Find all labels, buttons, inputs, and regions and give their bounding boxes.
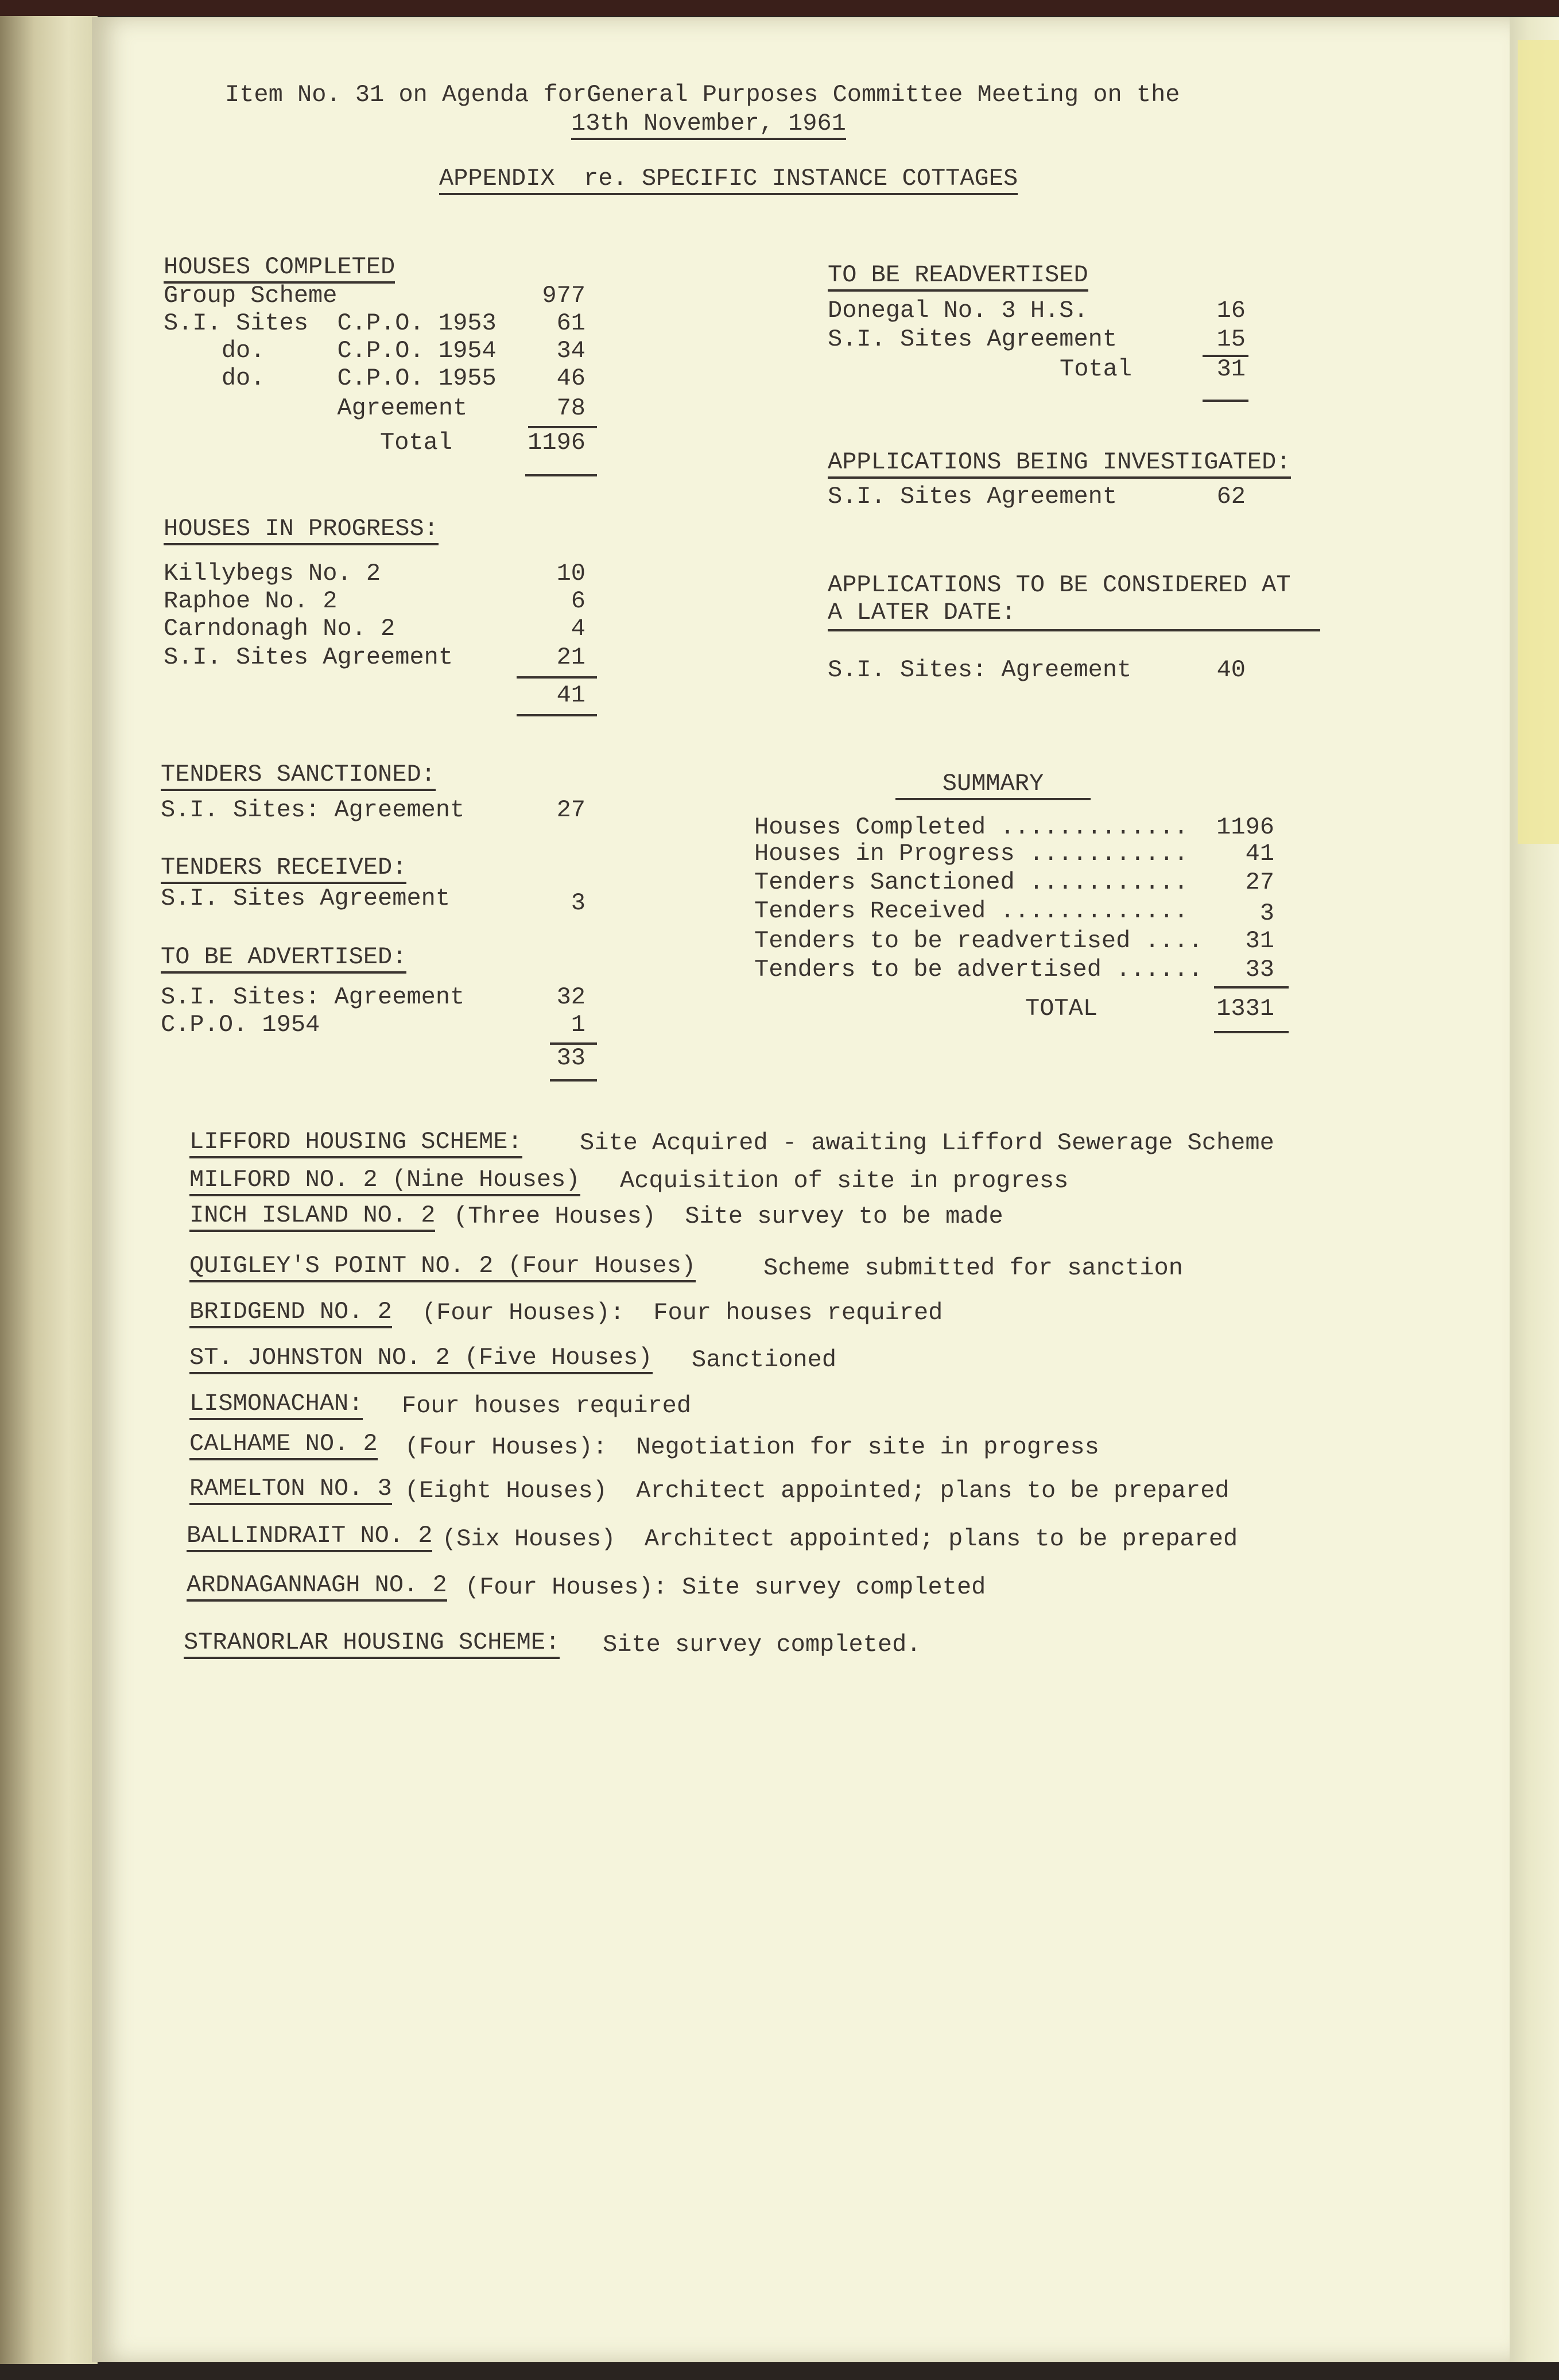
- summary-value: 41: [1245, 840, 1274, 867]
- book-binding: [0, 16, 98, 2364]
- in-progress-heading: HOUSES IN PROGRESS:: [164, 514, 439, 545]
- scheme-status: (Four Houses): Site survey completed: [465, 1573, 986, 1601]
- readvertised-label: Donegal No. 3 H.S.: [828, 297, 1088, 324]
- completed-value: 61: [556, 309, 585, 337]
- completed-value: 977: [542, 282, 585, 309]
- readvertised-total-rule: [1203, 400, 1248, 402]
- advertised-value: 32: [556, 983, 585, 1011]
- summary-label: Tenders Sanctioned ...........: [754, 869, 1189, 896]
- scheme-status: (Four Houses): Four houses required: [422, 1299, 943, 1327]
- in-progress-total: 41: [556, 681, 585, 709]
- in-progress-value: 21: [556, 644, 585, 671]
- readvertised-value: 15: [1216, 325, 1246, 353]
- readvertised-total-label: Total: [1060, 355, 1133, 383]
- scheme-name: RAMELTON NO. 3: [189, 1474, 392, 1505]
- readvertised-value: 16: [1216, 297, 1246, 324]
- scheme-status: Acquisition of site in progress: [620, 1167, 1069, 1195]
- later-heading-rule: [828, 629, 1320, 631]
- completed-label: do. C.P.O. 1955: [164, 365, 497, 392]
- scheme-status: (Eight Houses) Architect appointed; plans to be prepared: [405, 1477, 1230, 1505]
- tenders-received-heading: TENDERS RECEIVED:: [161, 853, 406, 884]
- in-progress-sum-rule: [517, 676, 597, 679]
- tenders-sanctioned-heading: TENDERS SANCTIONED:: [161, 760, 436, 791]
- header-date: 13th November, 1961: [571, 109, 846, 140]
- scheme-name: CALHAME NO. 2: [189, 1429, 378, 1460]
- completed-total-label: Total: [380, 429, 453, 456]
- summary-total-label: TOTAL: [1025, 995, 1098, 1022]
- advertised-label: S.I. Sites: Agreement: [161, 983, 465, 1011]
- summary-value: 33: [1245, 956, 1274, 983]
- advertised-label: C.P.O. 1954: [161, 1011, 320, 1038]
- scheme-name: MILFORD NO. 2 (Nine Houses): [189, 1165, 580, 1196]
- header-line-1: Item No. 31 on Agenda forGeneral Purposes Committee Meeting on the: [225, 81, 1180, 108]
- scheme-status: Site Acquired - awaiting Lifford Sewerage Scheme: [580, 1129, 1274, 1157]
- completed-label: Group Scheme: [164, 282, 338, 309]
- in-progress-value: 4: [571, 615, 585, 642]
- completed-value: 78: [556, 394, 585, 422]
- scheme-name: ARDNAGANNAGH NO. 2: [187, 1571, 447, 1602]
- scheme-status: Sanctioned: [692, 1346, 837, 1374]
- summary-value: 1196: [1216, 813, 1274, 841]
- investigated-value: 62: [1216, 483, 1246, 510]
- tenders-sanctioned-label: S.I. Sites: Agreement: [161, 796, 465, 824]
- advertised-total-rule: [550, 1079, 597, 1082]
- completed-value: 46: [556, 365, 585, 392]
- summary-label: Tenders Received .............: [754, 897, 1189, 925]
- summary-sum-rule: [1214, 986, 1289, 989]
- scheme-status: (Three Houses) Site survey to be made: [453, 1203, 1003, 1230]
- tenders-received-label: S.I. Sites Agreement: [161, 885, 451, 912]
- in-progress-value: 10: [556, 560, 585, 587]
- summary-value: 31: [1245, 927, 1274, 955]
- summary-label: Houses in Progress ...........: [754, 840, 1189, 867]
- summary-value: 27: [1245, 869, 1274, 896]
- scheme-name: LIFFORD HOUSING SCHEME:: [189, 1127, 522, 1158]
- scheme-status: Scheme submitted for sanction: [763, 1254, 1183, 1282]
- advertised-total: 33: [556, 1044, 585, 1072]
- to-be-advertised-heading: TO BE ADVERTISED:: [161, 943, 406, 974]
- summary-value: 3: [1259, 900, 1274, 927]
- readvertised-heading: TO BE READVERTISED: [828, 261, 1088, 292]
- in-progress-label: Carndonagh No. 2: [164, 615, 395, 642]
- scheme-status: Four houses required: [402, 1392, 692, 1420]
- completed-total-rule: [525, 474, 597, 476]
- investigated-heading: APPLICATIONS BEING INVESTIGATED:: [828, 448, 1291, 479]
- in-progress-label: Killybegs No. 2: [164, 560, 381, 587]
- page-tab: [1518, 40, 1559, 844]
- advertised-value: 1: [571, 1011, 585, 1038]
- later-heading-line-1: APPLICATIONS TO BE CONSIDERED AT: [828, 571, 1291, 599]
- in-progress-value: 6: [571, 587, 585, 615]
- readvertised-label: S.I. Sites Agreement: [828, 325, 1118, 353]
- summary-label: Houses Completed .............: [754, 813, 1189, 841]
- readvertised-total: 31: [1216, 355, 1246, 383]
- scheme-name: BALLINDRAIT NO. 2: [187, 1521, 432, 1552]
- houses-completed-heading: HOUSES COMPLETED: [164, 253, 395, 284]
- in-progress-label: S.I. Sites Agreement: [164, 644, 453, 671]
- page-edge: [1510, 17, 1559, 2362]
- tenders-received-value: 3: [571, 889, 585, 917]
- scheme-status: Site survey completed.: [603, 1631, 921, 1658]
- scheme-name: QUIGLEY'S POINT NO. 2 (Four Houses): [189, 1251, 696, 1282]
- scan-top-border: [0, 0, 1559, 16]
- scheme-name: ST. JOHNSTON NO. 2 (Five Houses): [189, 1343, 653, 1374]
- scheme-name: BRIDGEND NO. 2: [189, 1297, 392, 1328]
- in-progress-label: Raphoe No. 2: [164, 587, 338, 615]
- later-heading-line-2: A LATER DATE:: [828, 599, 1016, 626]
- completed-label: Agreement: [164, 394, 468, 422]
- scheme-name: STRANORLAR HOUSING SCHEME:: [184, 1628, 560, 1659]
- appendix-title: APPENDIX re. SPECIFIC INSTANCE COTTAGES: [439, 164, 1018, 195]
- summary-label: Tenders to be readvertised ....: [754, 927, 1203, 955]
- summary-heading: SUMMARY: [895, 769, 1091, 800]
- completed-value: 34: [556, 337, 585, 365]
- scheme-status: (Six Houses) Architect appointed; plans to be prepared: [442, 1525, 1238, 1553]
- completed-label: do. C.P.O. 1954: [164, 337, 497, 365]
- investigated-label: S.I. Sites Agreement: [828, 483, 1118, 510]
- summary-total-rule: [1214, 1031, 1289, 1033]
- summary-label: Tenders to be advertised ......: [754, 956, 1203, 983]
- later-value: 40: [1216, 656, 1246, 684]
- summary-total: 1331: [1216, 995, 1274, 1022]
- tenders-sanctioned-value: 27: [556, 796, 585, 824]
- completed-total: 1196: [528, 429, 585, 456]
- scheme-status: (Four Houses): Negotiation for site in progress: [405, 1433, 1099, 1461]
- completed-label: S.I. Sites C.P.O. 1953: [164, 309, 497, 337]
- scheme-name: LISMONACHAN:: [189, 1389, 363, 1420]
- later-label: S.I. Sites: Agreement: [828, 656, 1132, 684]
- in-progress-total-rule: [517, 714, 597, 716]
- scheme-name: INCH ISLAND NO. 2: [189, 1201, 435, 1232]
